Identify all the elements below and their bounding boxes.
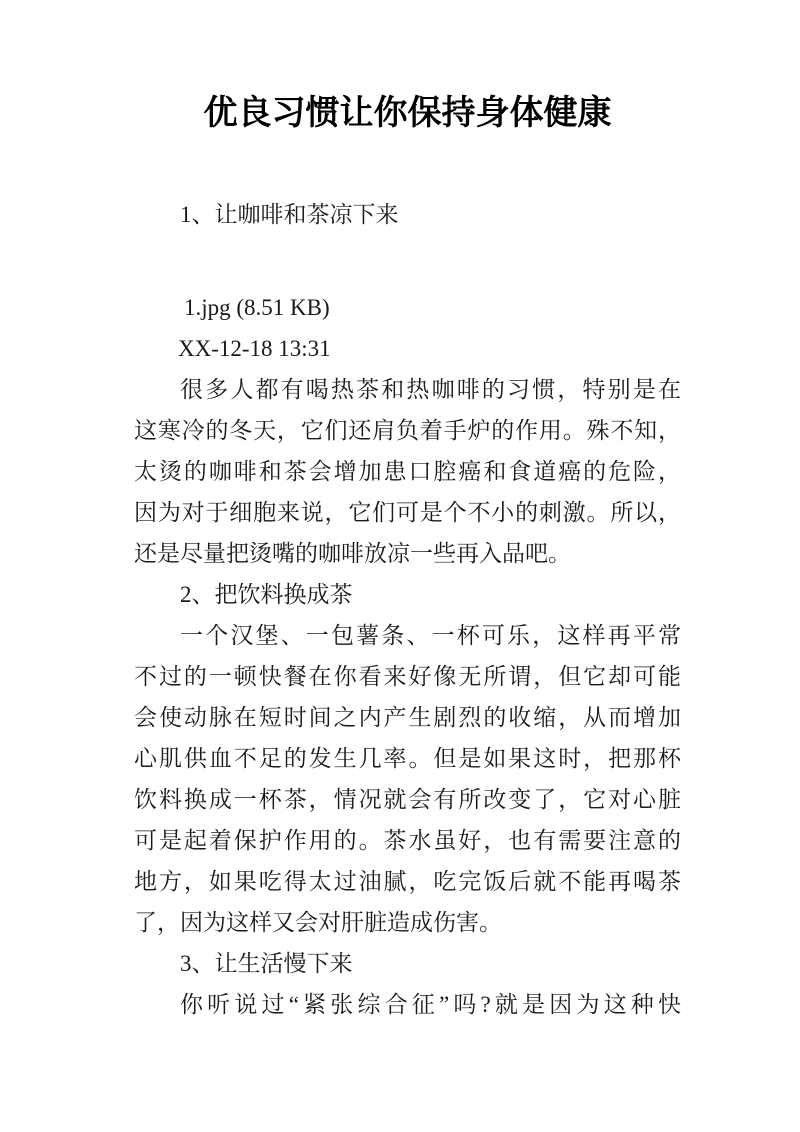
- text-line: 很多人都有喝热茶和热咖啡的习惯，特别是在: [180, 377, 681, 402]
- section-heading: 3、让生活慢下来: [180, 951, 353, 976]
- text-line: 一个汉堡、一包薯条、一杯可乐，这样再平常: [180, 623, 681, 648]
- section-heading: 2、把饮料换成茶: [180, 582, 353, 607]
- text-line: 会使动脉在短时间之内产生剧烈的收缩，从而增加: [134, 705, 681, 730]
- text-line: 还是尽量把烫嘴的咖啡放凉一些再入品吧。: [134, 541, 571, 566]
- document-body: [134, 194, 681, 1025]
- text-line: 心肌供血不足的发生几率。但是如果这时，把那杯: [134, 746, 681, 771]
- text-line: 不过的一顿快餐在你看来好像无所谓，但它却可能: [134, 664, 681, 689]
- text-line: 太烫的咖啡和茶会增加患口腔癌和食道癌的危险，: [134, 459, 681, 484]
- document-content: [134, 0, 681, 1025]
- text-line: 可是起着保护作用的。茶水虽好，也有需要注意的: [134, 828, 681, 853]
- attachment-info: 1.jpg (8.51 KB): [184, 295, 330, 320]
- text-line: 地方，如果吃得太过油腻，吃完饭后就不能再喝茶: [134, 869, 681, 894]
- text-line: 了，因为这样又会对肝脏造成伤害。: [134, 910, 502, 935]
- text-line: 这寒冷的冬天，它们还肩负着手炉的作用。殊不知，: [134, 418, 681, 443]
- document-title: 优良习惯让你保持身体健康: [203, 94, 612, 132]
- section-heading: 1、让咖啡和茶凉下来: [180, 202, 399, 227]
- text-line: 因为对于细胞来说，它们可是个不小的刺激。所以，: [134, 500, 681, 525]
- text-line: 饮料换成一杯茶，情况就会有所改变了，它对心脏: [134, 787, 681, 812]
- text-line: 你听说过“紧张综合征”吗?就是因为这种快: [180, 992, 681, 1017]
- timestamp: XX-12-18 13:31: [178, 336, 331, 361]
